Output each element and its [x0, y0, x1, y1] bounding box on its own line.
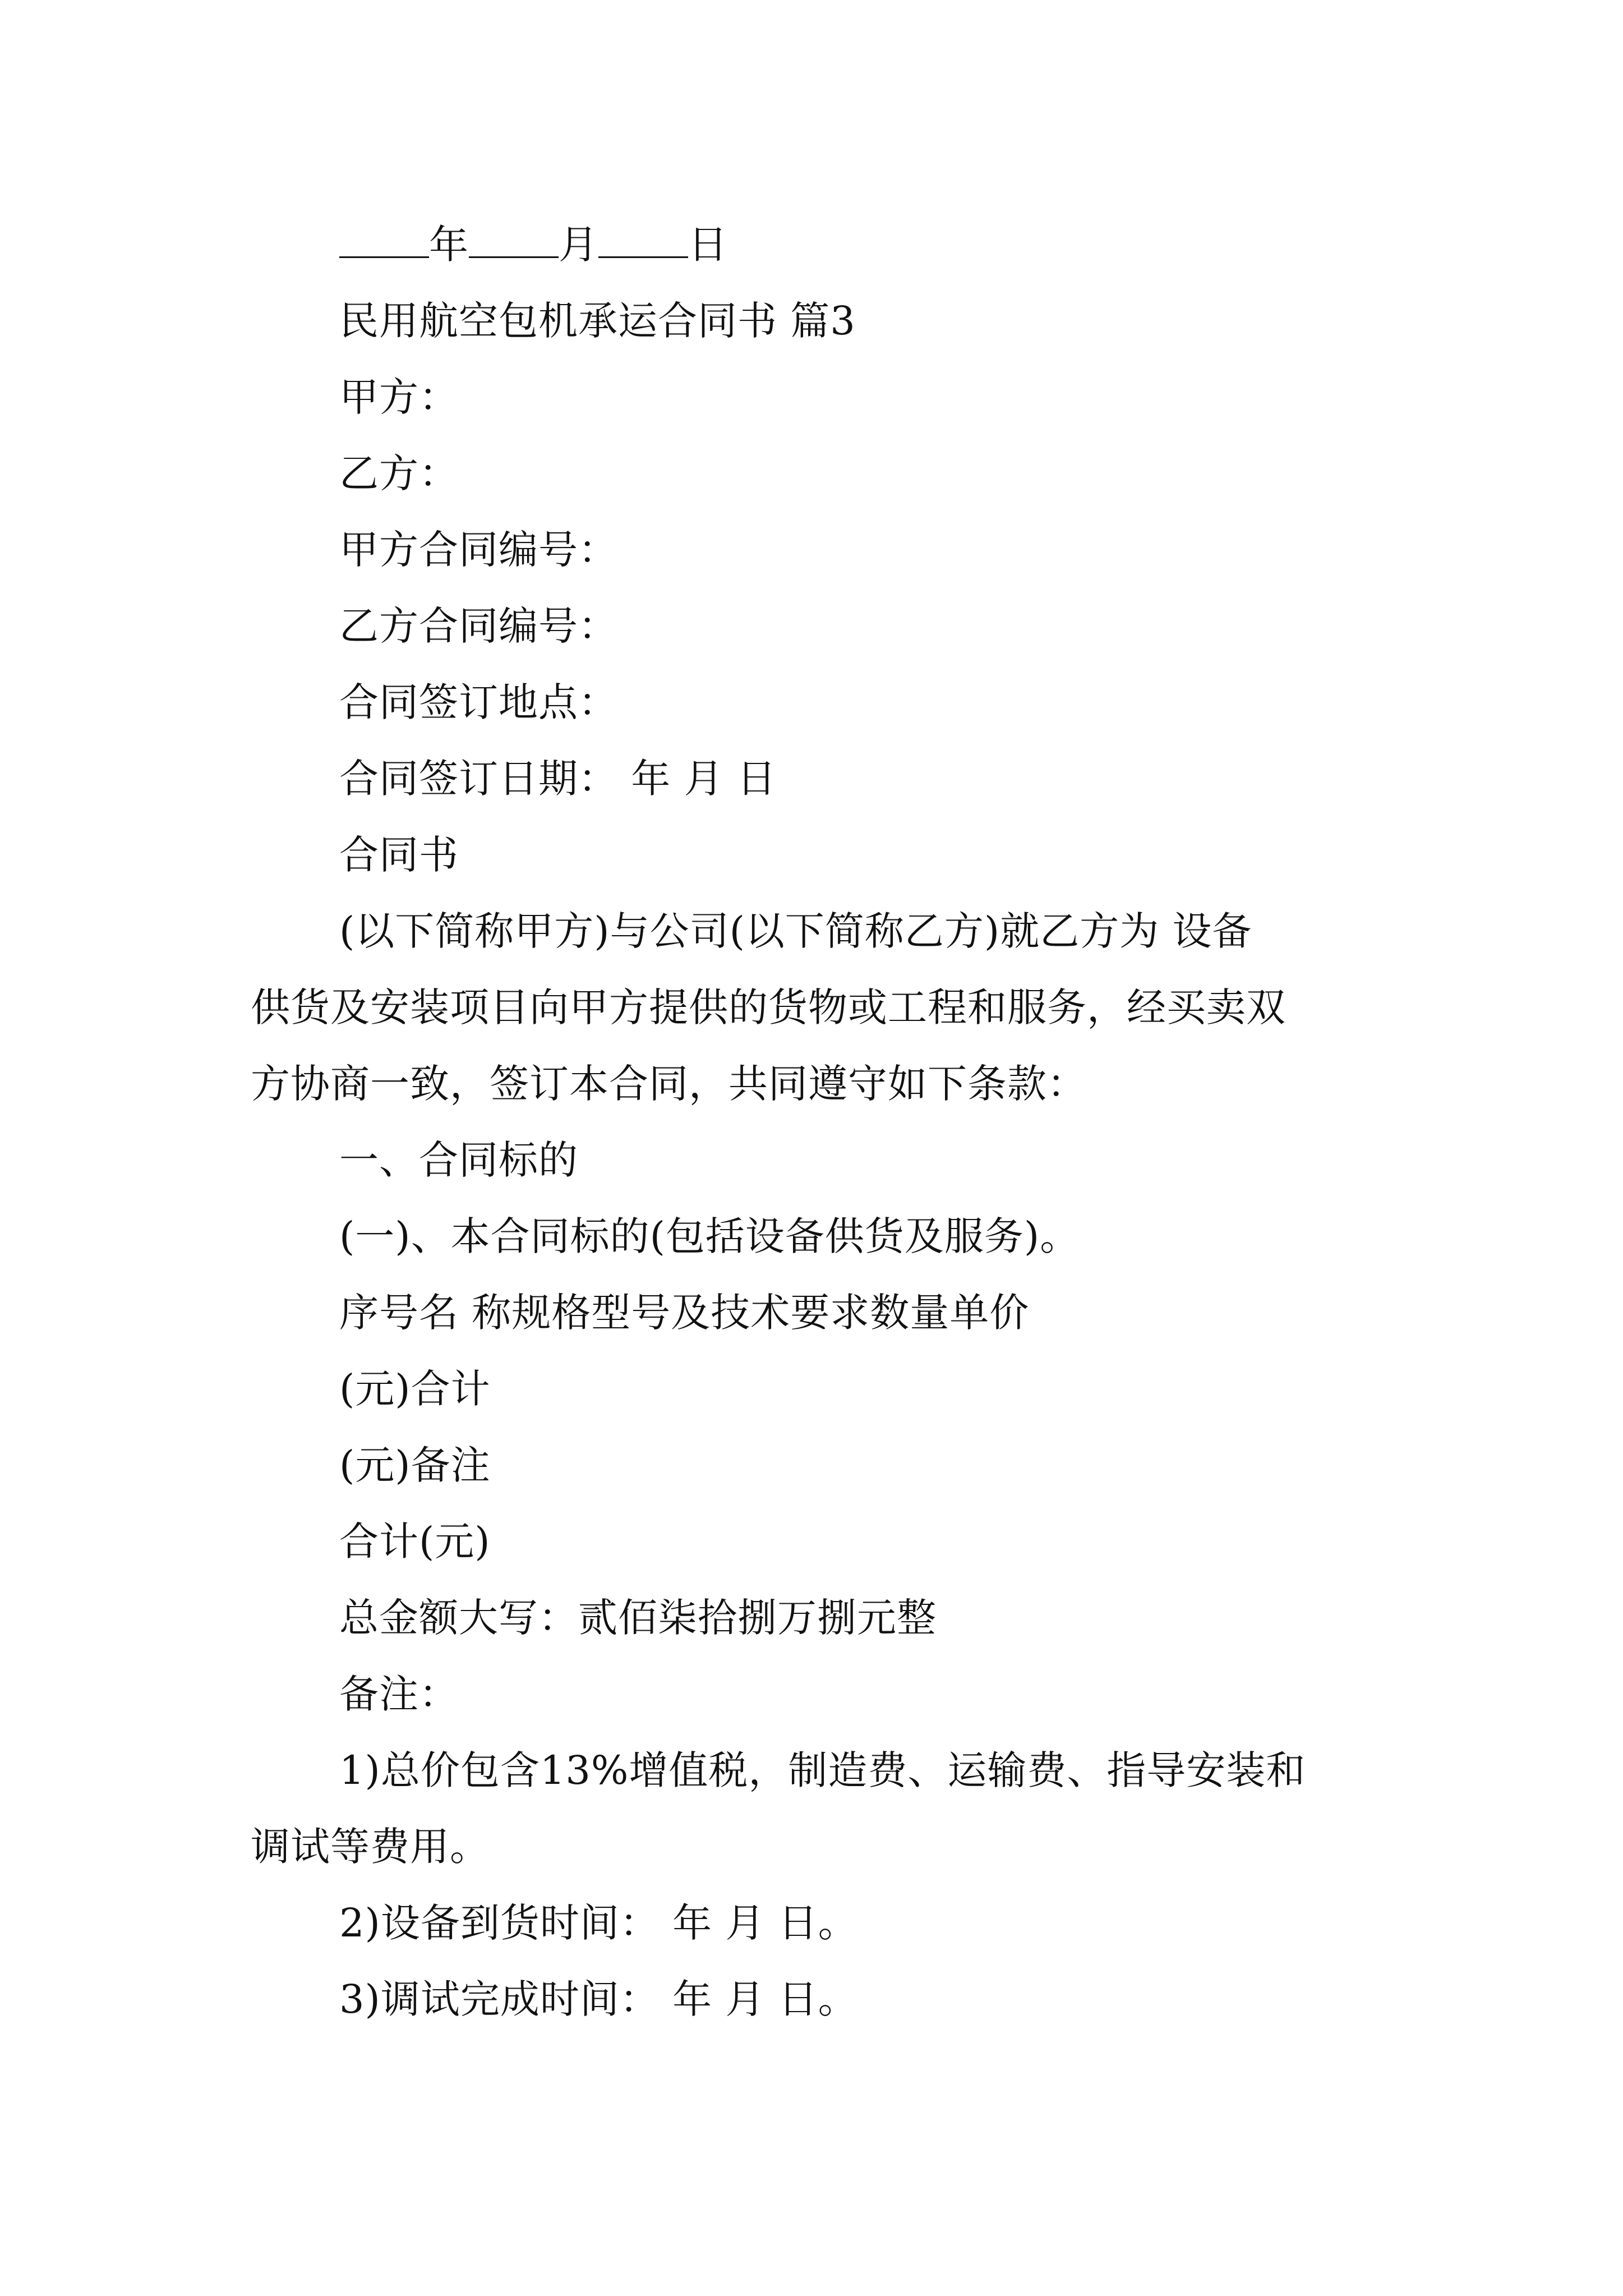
day-label: 日: [688, 222, 728, 268]
party-b-contract-number: 乙方合同编号：: [339, 603, 618, 649]
party-b-label: 乙方：: [339, 450, 459, 496]
year-label: 年: [429, 222, 469, 268]
month-blank: [469, 217, 559, 258]
remark-1-line-1: 1)总价包含13%增值税，制造费、运输费、指导安装和: [339, 1747, 1306, 1793]
party-a-label: 甲方：: [339, 374, 459, 420]
year-blank: [339, 217, 429, 258]
signing-date: 合同签订日期： 年 月 日: [339, 756, 777, 802]
remark-3: 3)调试完成时间： 年 月 日。: [339, 1976, 858, 2022]
section-heading: 一、合同标的: [339, 1137, 578, 1183]
subsection-heading: (一)、本合同标的(包括设备供货及服务)。: [339, 1213, 1080, 1259]
table-header-total: (元)合计: [339, 1366, 491, 1412]
date-line: [339, 217, 728, 273]
table-header-remarks: (元)备注: [339, 1442, 491, 1488]
total-row-label: 合计(元): [339, 1519, 491, 1565]
intro-paragraph-line-3: 方协商一致，签订本合同，共同遵守如下条款：: [251, 1061, 1087, 1107]
month-label: 月: [559, 222, 598, 268]
remark-1-line-2: 调试等费用。: [251, 1824, 490, 1870]
table-header-line: 序号名 称规格型号及技术要求数量单价: [339, 1290, 1030, 1336]
remarks-heading: 备注：: [339, 1671, 459, 1717]
signing-place: 合同签订地点：: [339, 679, 618, 725]
day-blank: [598, 217, 688, 258]
intro-paragraph-line-2: 供货及安装项目向甲方提供的货物或工程和服务，经买卖双: [251, 984, 1286, 1030]
remark-2: 2)设备到货时间： 年 月 日。: [339, 1900, 858, 1946]
total-amount-in-words: 总金额大写：贰佰柒拾捌万捌元整: [339, 1595, 937, 1641]
contract-heading: 合同书: [339, 832, 459, 878]
contract-title: 民用航空包机承运合同书 篇3: [339, 298, 856, 344]
intro-paragraph-line-1: (以下简称甲方)与公司(以下简称乙方)就乙方为 设备: [339, 908, 1252, 954]
party-a-contract-number: 甲方合同编号：: [339, 527, 618, 573]
